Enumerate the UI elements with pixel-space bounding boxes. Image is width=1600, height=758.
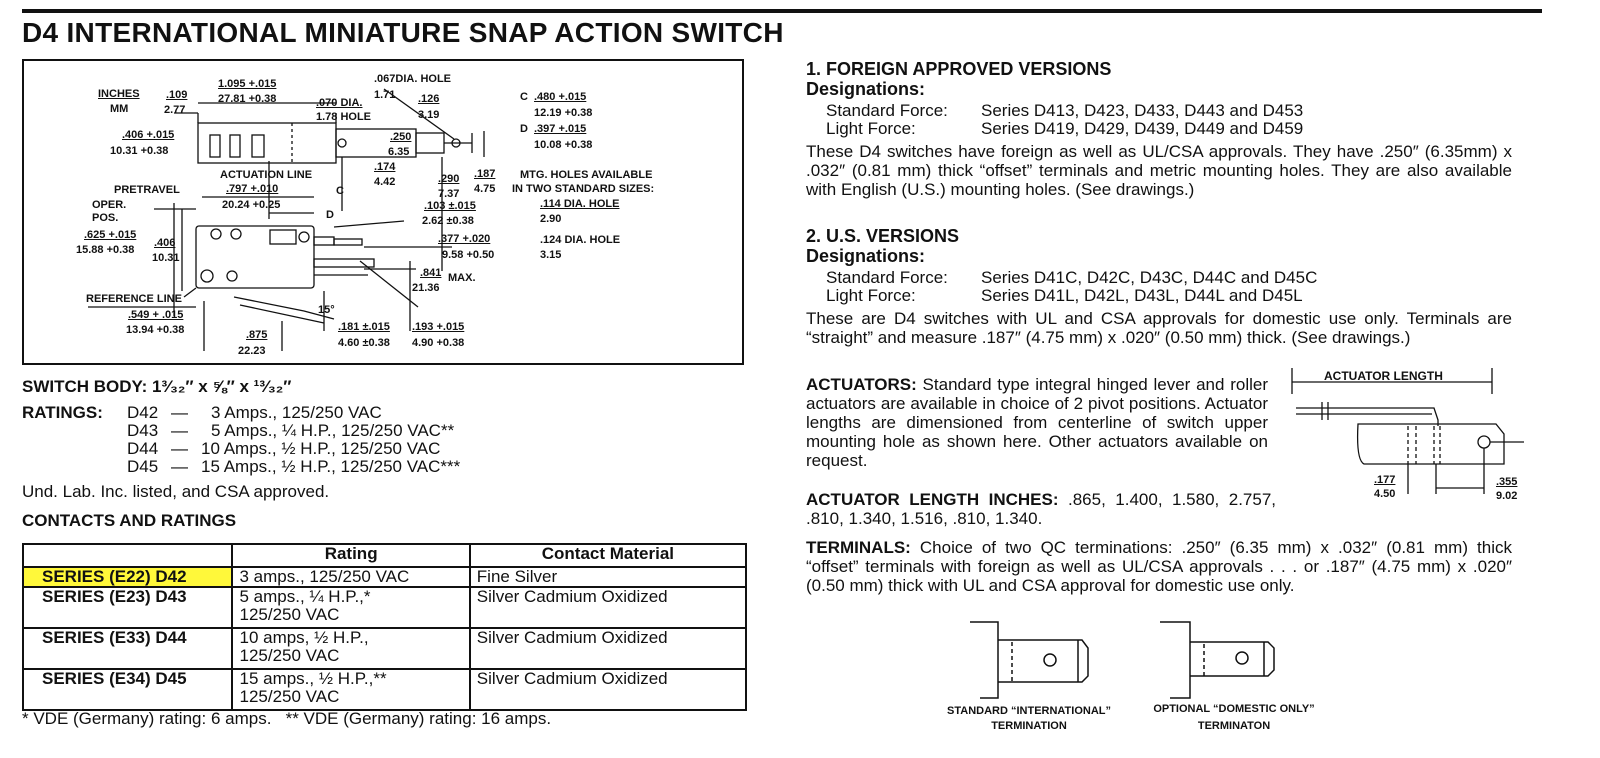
series-cell-highlighted: SERIES (E22) D42 bbox=[23, 567, 232, 587]
dim-label: .797 +.010 bbox=[226, 183, 279, 195]
table-header: Contact Material bbox=[470, 544, 746, 567]
dim-label: 7.37 bbox=[438, 188, 460, 200]
foreign-paragraph: These D4 switches have foreign as well as UL/CSA approvals. They have .250″ (6.35mm) x .032″ (0.81 mm) thick “offset” terminals and metric mounting holes. They are also available with English (U.S.) mounting holes. (See drawings.) bbox=[806, 142, 1512, 199]
dim-label: 6.35 bbox=[388, 146, 410, 158]
rating-text: 3 Amps., 125/250 VAC bbox=[211, 403, 382, 422]
units-mm: MM bbox=[110, 103, 129, 115]
dim-label: 12.19 +0.38 bbox=[534, 107, 593, 119]
rating-line: 125/250 VAC bbox=[239, 687, 340, 706]
us-designations: Designations: bbox=[806, 246, 926, 266]
mtg-holes-note: IN TWO STANDARD SIZES: bbox=[512, 183, 655, 195]
designation-label: Standard Force: bbox=[826, 101, 948, 120]
table-header bbox=[23, 544, 232, 567]
dim-label: .181 ±.015 bbox=[338, 321, 390, 333]
dim-label: .177 bbox=[1374, 474, 1396, 486]
dim-label: 21.36 bbox=[412, 282, 440, 294]
dim-label: .406 bbox=[154, 237, 176, 249]
dim-label: .549 + .015 bbox=[128, 309, 184, 321]
dim-label: 9.58 +0.50 bbox=[442, 249, 495, 261]
dim-label: 10.31 +0.38 bbox=[110, 145, 169, 157]
rating-model: D43 bbox=[127, 421, 159, 440]
switch-dimension-drawing bbox=[22, 59, 744, 365]
actuator-length-paragraph bbox=[806, 490, 1276, 528]
dim-label: .174 bbox=[374, 161, 396, 173]
dim-label: .067DIA. HOLE bbox=[374, 73, 452, 85]
rating-model: D45 bbox=[127, 457, 159, 476]
dim-label: .841 bbox=[420, 267, 442, 279]
designation-value: Series D41C, D42C, D43C, D44C and D45C bbox=[981, 268, 1318, 287]
rating-cell bbox=[232, 628, 469, 669]
rating-line: 15 amps., ½ H.P.,** bbox=[239, 669, 387, 688]
standard-terminal-body bbox=[970, 622, 998, 698]
dim-label: .126 bbox=[418, 93, 440, 105]
dim-label: .355 bbox=[1496, 476, 1518, 488]
rating-line: 125/250 VAC bbox=[239, 605, 340, 624]
dim-label: 1.095 +.015 bbox=[218, 78, 277, 90]
actuators-text: Standard type integral hinged lever and roller actuators are available in choice of 2 pivot positions. Actuator lengths are dimensioned from centerline of switch upper mounting hole as shown here. Other actuators available on request. bbox=[806, 375, 1268, 470]
rating-cell bbox=[232, 669, 469, 710]
dim-label: 15° bbox=[318, 304, 335, 316]
dim-label: 3.19 bbox=[418, 109, 440, 121]
dim-label: .377 +.020 bbox=[438, 233, 491, 245]
dim-label: 20.24 +0.25 bbox=[222, 199, 281, 211]
actuators-paragraph bbox=[806, 375, 1268, 470]
dim-label: 3.15 bbox=[540, 249, 562, 261]
dim-label: .250 bbox=[390, 131, 412, 143]
rating-line: 5 amps., ¼ H.P.,* bbox=[239, 587, 371, 606]
dim-label: C bbox=[520, 91, 528, 103]
dim-label: 10.31 bbox=[152, 252, 180, 264]
actuator-switch-body bbox=[1358, 424, 1504, 464]
standard-termination-caption: TERMINATION bbox=[991, 720, 1067, 732]
dim-label: .625 +.015 bbox=[84, 229, 137, 241]
dim-label: .406 +.015 bbox=[122, 129, 175, 141]
side-terminal bbox=[314, 259, 374, 267]
standard-termination-caption: STANDARD “INTERNATIONAL” bbox=[947, 705, 1111, 717]
dim-label: MAX. bbox=[448, 272, 476, 284]
terminals-label: TERMINALS: bbox=[806, 538, 911, 557]
switch-body-value: 1³⁄₃₂″ x ⅝″ x ¹³⁄₃₂″ bbox=[152, 377, 292, 396]
dim-label: .397 +.015 bbox=[534, 123, 587, 135]
reference-line-label: REFERENCE LINE bbox=[86, 293, 182, 305]
rating-dash: — bbox=[171, 403, 188, 422]
dim-label: 4.60 ±0.38 bbox=[338, 337, 390, 349]
vde-footnote: * VDE (Germany) rating: 6 amps. ** VDE (Germany) rating: 16 amps. bbox=[22, 709, 552, 728]
units-inches: INCHES bbox=[98, 88, 140, 100]
terminal-illustrations bbox=[960, 618, 1320, 704]
optional-termination-caption: TERMINATON bbox=[1197, 720, 1271, 732]
switch-body-label: SWITCH BODY: bbox=[22, 377, 148, 396]
dim-label: 13.94 +0.38 bbox=[126, 324, 185, 336]
us-heading: 2. U.S. VERSIONS bbox=[806, 226, 960, 246]
rating-dash: — bbox=[171, 439, 188, 458]
dim-label: 1.78 HOLE bbox=[316, 111, 372, 123]
material-cell: Silver Cadmium Oxidized bbox=[470, 628, 746, 669]
designation-value: Series D413, D423, D433, D443 and D453 bbox=[981, 101, 1304, 120]
designation-value: Series D41L, D42L, D43L, D44L and D45L bbox=[981, 286, 1303, 305]
dim-label: 27.81 +0.38 bbox=[218, 93, 277, 105]
actuators-label: ACTUATORS: bbox=[806, 375, 917, 394]
material-cell: Silver Cadmium Oxidized bbox=[470, 587, 746, 628]
optional-terminal-body bbox=[1160, 622, 1190, 698]
rating-dash: — bbox=[171, 421, 188, 440]
page-title: D4 INTERNATIONAL MINIATURE SNAP ACTION SWITCH bbox=[22, 17, 784, 48]
designation-value: Series D419, D429, D439, D449 and D459 bbox=[981, 119, 1304, 138]
designation-label: Light Force: bbox=[826, 119, 916, 138]
actuation-line-label: ACTUATION LINE bbox=[220, 169, 313, 181]
dim-label: 4.42 bbox=[374, 176, 396, 188]
ratings-label: RATINGS: bbox=[22, 403, 103, 422]
series-cell: SERIES (E34) D45 bbox=[23, 669, 232, 710]
table-row bbox=[23, 628, 746, 669]
foreign-designations: Designations: bbox=[806, 79, 926, 99]
table-header: Rating bbox=[232, 544, 469, 567]
rating-model: D42 bbox=[127, 403, 159, 422]
dim-label: 10.08 +0.38 bbox=[534, 139, 593, 151]
dim-label: .114 DIA. HOLE bbox=[540, 198, 620, 210]
rating-text: 5 Amps., ¼ H.P., 125/250 VAC** bbox=[211, 421, 455, 440]
actuator-length-label: ACTUATOR LENGTH bbox=[1324, 369, 1443, 383]
terminal-drawing bbox=[960, 618, 1320, 704]
actuator-length-values: .865, 1.400, 1.580, 2.757, .810, 1.340, 1.516, .810, 1.340. bbox=[806, 490, 1277, 528]
rating-line: 10 amps, ½ H.P., bbox=[239, 628, 369, 647]
designation-label: Light Force: bbox=[826, 286, 916, 305]
dim-label: .480 +.015 bbox=[534, 91, 587, 103]
dim-label: 2.90 bbox=[540, 213, 562, 225]
table-header-row bbox=[23, 544, 746, 567]
oper-pos-label: OPER. bbox=[92, 199, 127, 211]
dim-label: 4.75 bbox=[474, 183, 496, 195]
table-row bbox=[23, 669, 746, 710]
actuator-length-diagram bbox=[1284, 364, 1534, 514]
rating-line: 125/250 VAC bbox=[239, 646, 340, 665]
table-row bbox=[23, 567, 746, 587]
dim-label: .070 DIA. bbox=[316, 97, 363, 109]
rating-cell bbox=[232, 567, 469, 587]
actuator-length-inches-label: ACTUATOR LENGTH INCHES: bbox=[806, 490, 1059, 509]
series-cell: SERIES (E23) D43 bbox=[23, 587, 232, 628]
series-cell: SERIES (E33) D44 bbox=[23, 628, 232, 669]
rating-text: 10 Amps., ½ H.P., 125/250 VAC bbox=[201, 439, 441, 458]
material-cell: Silver Cadmium Oxidized bbox=[470, 669, 746, 710]
oper-pos-label: POS. bbox=[92, 212, 119, 224]
rating-model: D44 bbox=[127, 439, 159, 458]
contacts-heading: CONTACTS AND RATINGS bbox=[22, 511, 237, 530]
material-cell: Fine Silver bbox=[470, 567, 746, 587]
dim-label: .109 bbox=[166, 89, 188, 101]
top-rule bbox=[22, 9, 1542, 13]
dim-label: 2.62 ±0.38 bbox=[422, 215, 474, 227]
rating-cell bbox=[232, 587, 469, 628]
dim-label: 9.02 bbox=[1496, 490, 1518, 502]
dim-label: .875 bbox=[246, 329, 268, 341]
dim-label: 1.71 bbox=[374, 89, 396, 101]
dim-label: .187 bbox=[474, 168, 496, 180]
switch-body-line bbox=[22, 377, 291, 396]
mtg-holes-note: MTG. HOLES AVAILABLE bbox=[520, 169, 653, 181]
dim-label: .103 ±.015 bbox=[424, 200, 476, 212]
contacts-ratings-table bbox=[22, 543, 747, 711]
top-terminal bbox=[416, 133, 444, 153]
rating-text: 15 Amps., ½ H.P., 125/250 VAC*** bbox=[201, 457, 461, 476]
foreign-heading: 1. FOREIGN APPROVED VERSIONS bbox=[806, 59, 1112, 79]
us-paragraph: These are D4 switches with UL and CSA approvals for domestic use only. Terminals are “straight” and measure .187″ (4.75 mm) x .020″ (0.50 mm) thick. (See drawings.) bbox=[806, 309, 1512, 347]
rating-line: 3 amps., 125/250 VAC bbox=[239, 567, 410, 586]
dim-label: 2.77 bbox=[164, 104, 186, 116]
rating-dash: — bbox=[171, 457, 188, 476]
designation-label: Standard Force: bbox=[826, 268, 948, 287]
table-row bbox=[23, 587, 746, 628]
dim-label: 15.88 +0.38 bbox=[76, 244, 135, 256]
dim-label: C bbox=[336, 185, 344, 197]
dim-label: D bbox=[326, 209, 334, 221]
dim-label: .124 DIA. HOLE bbox=[540, 234, 621, 246]
pretravel-label: PRETRAVEL bbox=[114, 184, 180, 196]
dim-label: 22.23 bbox=[238, 345, 266, 357]
terminals-paragraph bbox=[806, 538, 1512, 595]
dim-label: .193 +.015 bbox=[412, 321, 465, 333]
dim-label: 4.50 bbox=[1374, 488, 1396, 500]
approval-note: Und. Lab. Inc. listed, and CSA approved. bbox=[22, 482, 330, 501]
dim-label: D bbox=[520, 123, 528, 135]
dim-label: .290 bbox=[438, 173, 460, 185]
optional-termination-caption: OPTIONAL “DOMESTIC ONLY” bbox=[1153, 703, 1315, 715]
dim-label: 4.90 +0.38 bbox=[412, 337, 465, 349]
terminals-text: Choice of two QC terminations: .250″ (6.35 mm) x .032″ (0.81 mm) thick “offset” terminals with foreign as well as UL/CSA approvals . . . or .187″ (4.75 mm) x .020″ (0.50 mm) thick with UL and CSA approval for domestic use only. bbox=[806, 538, 1512, 595]
